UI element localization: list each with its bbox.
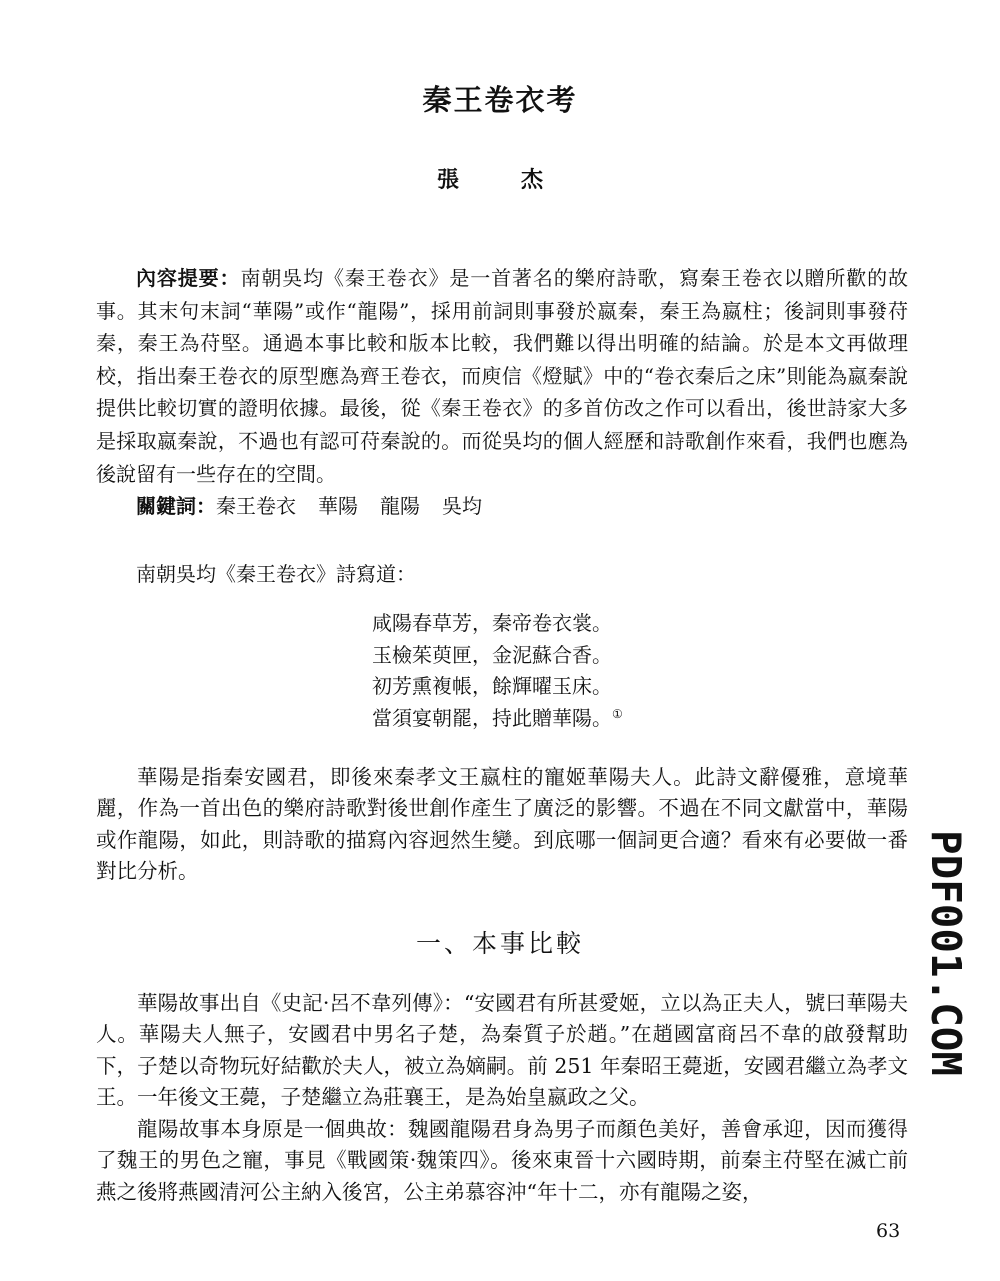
poem-line: 當須宴朝罷，持此贈華陽。 [372, 705, 612, 730]
page-number: 63 [876, 1220, 901, 1242]
watermark-text: PDF001.COM [922, 830, 970, 1077]
poem-line-last [372, 703, 623, 735]
keyword: 秦王卷衣 [216, 494, 296, 518]
keyword: 華陽 [318, 494, 358, 518]
author-name: 張 杰 [436, 167, 563, 193]
poem-line: 初芳熏複帳，餘輝曜玉床。 [372, 674, 612, 698]
poem-line: 玉檢茱萸匣，金泥蘇合香。 [372, 642, 612, 667]
intro-line: 南朝吳均《秦王卷衣》詩寫道： [136, 562, 416, 586]
body-paragraph-3: 龍陽故事本身原是一個典故：魏國龍陽君身為男子而顏色美好，善會承迎，因而獲得了魏王的男色之寵，事見《戰國策·魏策四》。後來東晉十六國時期，前秦主苻堅在滅亡前燕之後將燕國清河公主納入後宮，公主弟慕容沖“年十二，亦有龍陽之姿， [96, 1117, 908, 1204]
paper-title: 秦王卷衣考 [422, 83, 578, 117]
body-paragraph-1: 華陽是指秦安國君，即後來秦孝文王嬴柱的寵姬華陽夫人。此詩文辭優雅，意境華麗，作為一首出色的樂府詩歌對後世創作產生了廣泛的影響。不過在不同文獻當中，華陽或作龍陽，如此，則詩歌的描寫內容迥然生變。到底哪一個詞更合適？看來有必要做一番對比分析。 [96, 765, 908, 884]
poem-line: 咸陽春草芳，秦帝卷衣裳。 [372, 611, 612, 635]
abstract [96, 262, 908, 490]
abstract-label: 內容提要： [136, 266, 241, 290]
section-heading: 一、本事比較 [415, 929, 584, 958]
poem [372, 608, 623, 734]
footnote-mark[interactable]: ① [612, 706, 623, 721]
body-paragraph-2: 華陽故事出自《史記·呂不韋列傳》：“安國君有所甚愛姬，立以為正夫人，號曰華陽夫人。華陽夫人無子，安國君中男名子楚，為秦質子於趙。”在趙國富商呂不韋的啟發幫助下，子楚以奇物玩好結歡於夫人，被立為嫡嗣。前 251 年秦昭王薨逝，安國君繼立為孝文王。一年後文王薨，子楚繼立為莊襄王，是為始皇嬴政之父。 [96, 991, 908, 1110]
abstract-text: 南朝吳均《秦王卷衣》是一首著名的樂府詩歌，寫秦王卷衣以贈所歡的故事。其末句末詞“華陽”或作“龍陽”，採用前詞則事發於嬴秦，秦王為嬴柱；後詞則事發苻秦，秦王為苻堅。通過本事比較和版本比較，我們難以得出明確的結論。於是本文再做理校，指出秦王卷衣的原型應為齊王卷衣，而庾信《燈賦》中的“卷衣秦后之床”則能為嬴秦說提供比較切實的證明依據。最後，從《秦王卷衣》的多首仿改之作可以看出，後世詩家大多是採取嬴秦說，不過也有認可苻秦說的。而從吳均的個人經歷和詩歌創作來看，我們也應為後說留有一些存在的空間。 [96, 266, 909, 486]
keyword: 吳均 [442, 494, 482, 518]
keyword: 龍陽 [380, 494, 420, 518]
watermark [918, 830, 978, 1080]
keywords [136, 490, 504, 519]
keywords-label: 關鍵詞： [136, 494, 216, 518]
